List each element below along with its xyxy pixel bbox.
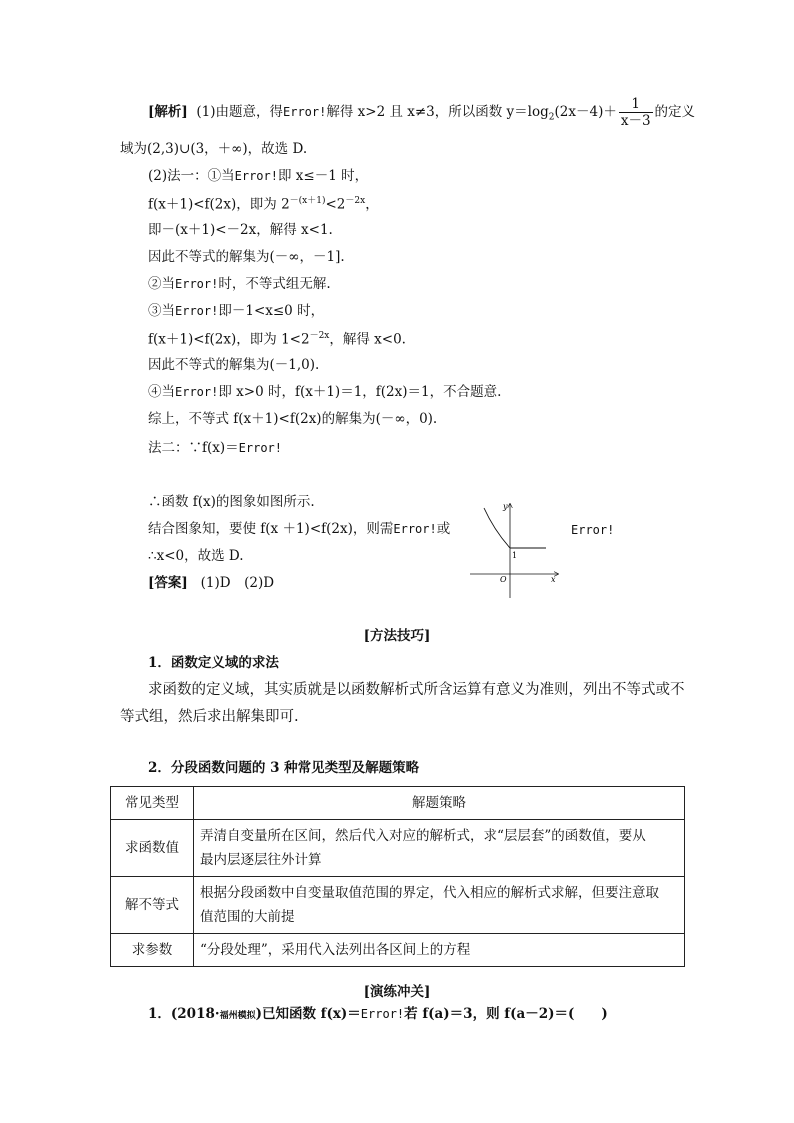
solution-line-13: 法二：∵f(x)＝Error!	[148, 440, 283, 456]
type-cell: 解不等式	[111, 877, 194, 934]
error-text: Error!	[175, 385, 219, 399]
solution-label: [解析]	[148, 104, 188, 120]
solution-line-9: f(x＋1)<f(2x)，即为 $1<2^{-2x}$，解得 x<0.	[148, 331, 406, 348]
answer-label: [答案]	[148, 575, 188, 591]
solution-line-4: f(x＋1)<f(2x)，即为 $2^{-(x+1)}<2^{-2x}$，	[148, 196, 379, 213]
error-text-right: Error!	[571, 523, 615, 537]
practice-heading: [演练冲关]	[363, 984, 431, 1000]
answer-line	[148, 577, 274, 591]
strategy-cell: 弄清自变量所在区间，然后代入对应的解析式，求“层层套”的函数值，要从 最内层逐层往外计算	[194, 820, 685, 877]
type-cell: 求参数	[111, 934, 194, 967]
table-row	[111, 820, 685, 877]
error-text: Error!	[175, 304, 219, 318]
question-source: 福州模拟	[219, 1011, 256, 1021]
error-text: Error!	[175, 277, 219, 291]
solution-line-15: 结合图象知，要使 f(x ＋1)<f(2x)，则需Error!或	[148, 521, 451, 537]
error-text: Error!	[238, 441, 283, 455]
fraction: $\frac{1}{x-3}$	[620, 96, 651, 129]
tips-heading: [方法技巧]	[363, 628, 431, 644]
solution-line-6: 因此不等式的解集为(－∞，－1].	[148, 249, 345, 265]
answer-value: (1)D (2)D	[200, 575, 275, 591]
solution-line-16: ∴x<0，故选 D.	[148, 548, 244, 564]
error-text: Error!	[283, 105, 327, 119]
solution-line-2: 域为(2,3)∪(3，＋∞)，故选 D.	[120, 141, 308, 157]
error-text: Error!	[234, 169, 278, 183]
solution-line-12: 综上，不等式 f(x＋1)<f(2x)的解集为(－∞，0).	[148, 411, 438, 427]
type-cell: 求函数值	[111, 820, 194, 877]
function-graph	[468, 500, 568, 600]
one-label: 1	[512, 551, 518, 560]
strategy-cell: 根据分段函数中自变量取值范围的界定，代入相应的解析式求解，但要注意取 值范围的大前提	[194, 877, 685, 934]
error-text: Error!	[360, 1007, 405, 1021]
solution-line-5: 即－(x＋1)<－2x，解得 x<1.	[148, 222, 333, 238]
exponential-curve	[484, 508, 510, 548]
tip-1-paragraph-line-2: 等式组，然后求出解集即可.	[120, 709, 299, 725]
origin-label: O	[500, 575, 507, 584]
solution-line-8: ③当Error!即－1<x≤0 时，	[148, 303, 325, 319]
error-text: Error!	[393, 522, 437, 536]
y-axis-label: y	[503, 502, 508, 511]
tip-2-title: 2．分段函数问题的 3 种常见类型及解题策略	[148, 760, 420, 776]
table-row	[111, 877, 685, 934]
table-header-row	[111, 787, 685, 820]
x-axis-label: x	[551, 575, 556, 584]
strategy-table	[110, 786, 685, 967]
solution-line-7: ②当Error!时，不等式组无解.	[148, 276, 331, 292]
solution-line-3: (2)法一：①当Error!即 x≤－1 时，	[148, 168, 369, 184]
strategy-cell: “分段处理”，采用代入法列出各区间上的方程	[194, 934, 685, 967]
tip-1-title: 1．函数定义域的求法	[148, 655, 279, 671]
tip-1-paragraph-line-1: 求函数的定义域，其实质就是以函数解析式所含运算有意义为准则，列出不等式或不	[148, 682, 685, 698]
solution-line-1: [解析] (1)由题意，得Error!解得 x>2 且 x≠3，所以函数 $y=\log_2(2x-4)+$ $\frac{1}{x-3}$ 的定义	[148, 96, 696, 129]
solution-line-14: ∴函数 f(x)的图象如图所示.	[148, 494, 315, 510]
table-row	[111, 934, 685, 967]
table-header-cell: 常见类型	[111, 787, 194, 820]
solution-line-11: ④当Error!即 x>0 时，f(x＋1)＝1，f(2x)＝1，不合题意.	[148, 384, 502, 400]
table-header-cell: 解题策略	[194, 787, 685, 820]
solution-line-10: 因此不等式的解集为(－1,0).	[148, 357, 320, 373]
practice-question-1: 1．(2018·福州模拟)已知函数 f(x)＝Error!若 f(a)＝3，则 f(a－2)＝( )	[148, 1006, 608, 1022]
